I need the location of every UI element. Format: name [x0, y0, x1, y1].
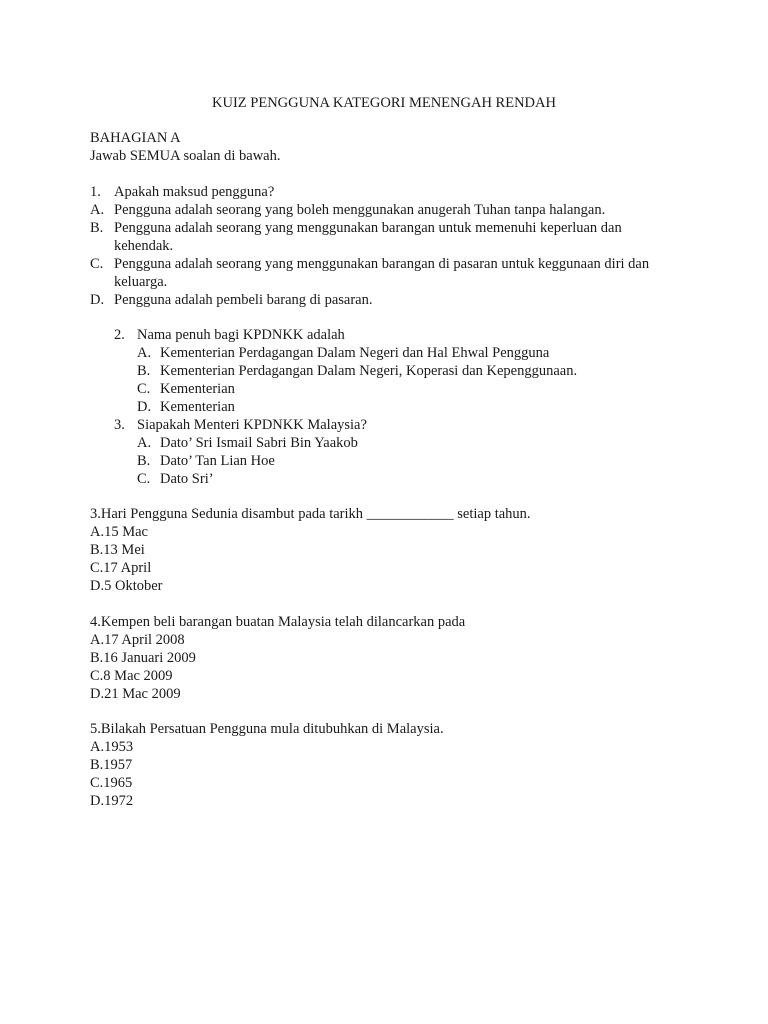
q5-option-d: D.1972: [90, 793, 134, 809]
q5-option-b: B.1957: [90, 757, 133, 773]
q1-option-b-text-continued: kehendak.: [114, 238, 174, 254]
q4-option-b: B.16 Januari 2009: [90, 650, 196, 666]
q2-option-c-letter: C.: [137, 381, 151, 397]
q2-option-d-text: Kementerian: [160, 399, 235, 415]
q2-option-c-text: Kementerian: [160, 381, 235, 397]
q1-option-c-text-continued: keluarga.: [114, 274, 168, 290]
q3b-option-b: B.13 Mei: [90, 542, 145, 558]
q4-option-a: A.17 April 2008: [90, 632, 185, 648]
q4-option-c: C.8 Mac 2009: [90, 668, 173, 684]
q5-option-c: C.1965: [90, 775, 133, 791]
q3b-option-d: D.5 Oktober: [90, 578, 163, 594]
question-2-number: 2.: [114, 327, 125, 343]
q5-option-a: A.1953: [90, 739, 134, 755]
q3-option-c-letter: C.: [137, 471, 151, 487]
q1-option-b-letter: B.: [90, 220, 104, 236]
question-4-text: 4.Kempen beli barangan buatan Malaysia telah dilancarkan pada: [90, 614, 466, 630]
q2-option-b-text: Kementerian Perdagangan Dalam Negeri, Koperasi dan Kepenggunaan.: [160, 363, 578, 379]
question-5-text: 5.Bilakah Persatuan Pengguna mula ditubuhkan di Malaysia.: [90, 721, 444, 737]
q1-option-d-letter: D.: [90, 292, 105, 308]
q3-option-a-letter: A.: [137, 435, 152, 451]
section-instruction: Jawab SEMUA soalan di bawah.: [90, 148, 281, 164]
q1-option-c-text: Pengguna adalah seorang yang menggunakan barangan di pasaran untuk keggunaan diri dan: [114, 256, 650, 272]
question-1-text: Apakah maksud pengguna?: [114, 184, 275, 200]
q3-option-a-text: Dato’ Sri Ismail Sabri Bin Yaakob: [160, 435, 358, 451]
q1-option-c-letter: C.: [90, 256, 104, 272]
q1-option-d-text: Pengguna adalah pembeli barang di pasaran.: [114, 292, 373, 308]
q2-option-b-letter: B.: [137, 363, 151, 379]
document-title: KUIZ PENGGUNA KATEGORI MENENGAH RENDAH: [212, 95, 556, 111]
q1-option-b-text: Pengguna adalah seorang yang menggunakan barangan untuk memenuhi keperluan dan: [114, 220, 622, 236]
q3-option-c-text: Dato Sri’: [160, 471, 214, 487]
q3b-option-c: C.17 April: [90, 560, 152, 576]
q4-option-d: D.21 Mac 2009: [90, 686, 181, 702]
question-3b-text: 3.Hari Pengguna Sedunia disambut pada tarikh ____________ setiap tahun.: [90, 506, 531, 522]
question-1-number: 1.: [90, 184, 101, 200]
section-heading: BAHAGIAN A: [90, 130, 181, 146]
q1-option-a-text: Pengguna adalah seorang yang boleh menggunakan anugerah Tuhan tanpa halangan.: [114, 202, 606, 218]
q2-option-a-letter: A.: [137, 345, 152, 361]
q3-option-b-letter: B.: [137, 453, 151, 469]
q2-option-d-letter: D.: [137, 399, 152, 415]
question-3-text: Siapakah Menteri KPDNKK Malaysia?: [137, 417, 367, 433]
q3b-option-a: A.15 Mac: [90, 524, 148, 540]
question-2-text: Nama penuh bagi KPDNKK adalah: [137, 327, 345, 343]
q1-option-a-letter: A.: [90, 202, 105, 218]
question-3-number: 3.: [114, 417, 125, 433]
q2-option-a-text: Kementerian Perdagangan Dalam Negeri dan Hal Ehwal Pengguna: [160, 345, 550, 361]
q3-option-b-text: Dato’ Tan Lian Hoe: [160, 453, 275, 469]
